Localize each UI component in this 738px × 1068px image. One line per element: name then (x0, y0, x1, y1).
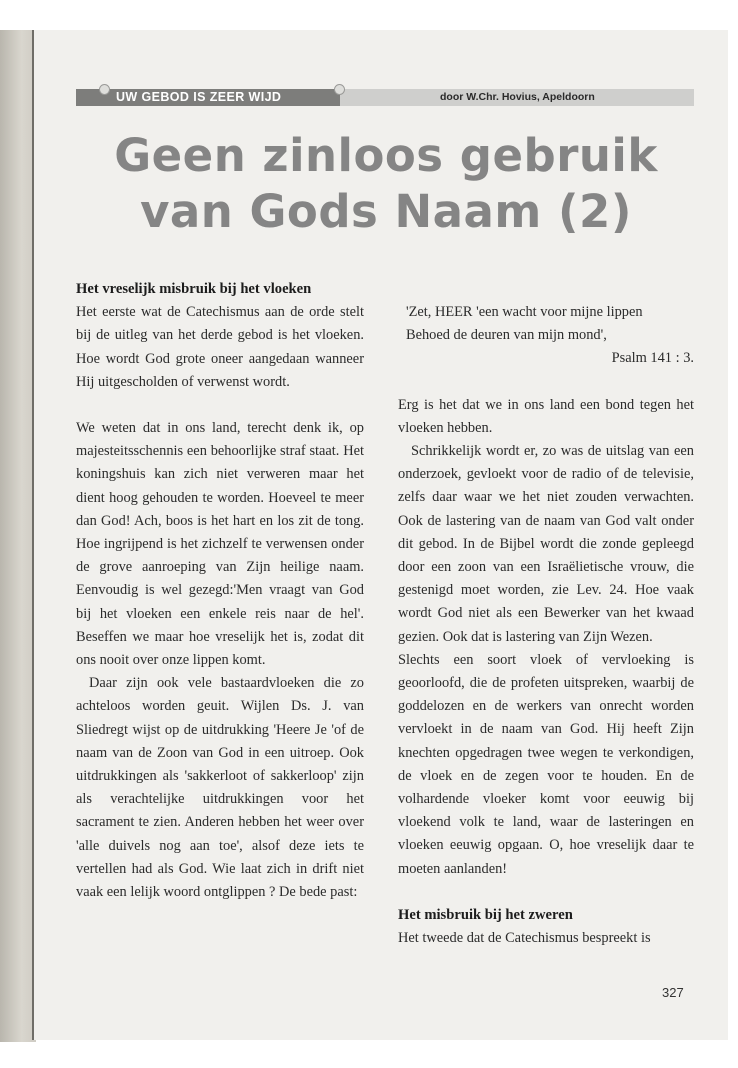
section-heading-cursing: Het vreselijk misbruik bij het vloeken (76, 281, 312, 297)
paragraph: Het eerste wat de Catechismus aan de orde stelt bij de uitleg van het derde gebod is het vloeken. Hoe wordt God grote oneer aangedaan wanneer Hij uitgescholden of verwenst wordt. (76, 304, 364, 390)
article-title (76, 128, 696, 240)
paragraph: Schrikkelijk wordt er, zo was de uitslag van een onderzoek, gevloekt voor de radio of de televisie, zelfs daar waar we het niet zouden verwachten. Ook de lastering van de naam van God valt onder dit gebod. In de Bijbel wordt die zonde gepleegd door een zoon van een Israëlietische vrouw, die gestenigd moet worden, zie Lev. 24. Hoe vaak wordt God niet als een Bewerker van het kwaad gezien. Ook dat is lastering van Zijn Wezen. (398, 443, 694, 645)
band-dot-left (99, 84, 110, 95)
title-line-2: van Gods Naam (2) (140, 185, 632, 238)
left-column (76, 278, 364, 904)
paragraph: Erg is het dat we in ons land een bond tegen het vloeken hebben. (398, 396, 694, 436)
book-spine-shadow (0, 30, 36, 1042)
section-heading-swearing: Het misbruik bij het zweren (398, 906, 573, 923)
paragraph: Daar zijn ook vele bastaardvloeken die zo achteloos worden geuit. Wijlen Ds. J. van Sliedregt wijst op de uitdrukking 'Heere Je 'of de naam van de Zoon van God in een uitroep. Ook uitdrukkingen als 'sakkerloot of sakkerloop' zijn als verachtelijke uitdrukkingen voor het sacrament te zien. Anderen hebben het weer over 'alle duivels nog aan toe', alsof deze iets te vertellen had als God. Wie laat zich in drift niet vaak een lelijk woord ontglippen ? De bede past: (76, 675, 364, 901)
paragraph: We weten dat in ons land, terecht denk ik, op majesteitsschennis een behoorlijke straf staat. Het koningshuis kan zich niet verweren maar het dient hoog gehouden te worden. Hoeveel te meer dan God! Ach, boos is het hart en los zit de tong. Hoe ingrijpend is het zichzelf te verwensen onder de grove aanroeping van Zijn heilige naam. Eenvoudig is wel gezegd:'Men vraagt van God bij het vloeken een enkele reis naar de hel'. Beseffen we maar hoe vreselijk het is, zodat dit ons nooit over onze lippen komt. (76, 420, 364, 669)
right-column (398, 301, 694, 950)
author-byline: door W.Chr. Hovius, Apeldoorn (440, 91, 595, 103)
psalm-quote-line-2: Behoed de deuren van mijn mond', (406, 327, 607, 344)
psalm-reference: Psalm 141 : 3. (611, 350, 694, 367)
title-line-1: Geen zinloos gebruik (114, 129, 658, 182)
paragraph: Het tweede dat de Catechismus bespreekt is (398, 930, 651, 947)
page-number: 327 (662, 985, 684, 1000)
paragraph: Slechts een soort vloek of vervloeking is geoorloofd, die de profeten uitspreken, waarbij de goddelozen en de werkers van onrecht worden vervloekt in de naam van God. Hij heeft Zijn knechten opgedragen twee wegen te verkondigen, de vloek en de zegen voor te houden. En de volhardende vloeker komt voor eeuwig bij vloekend volk te land, waar de lasteringen en vloeken eeuwig opgaan. O, hoe vreselijk daar te moeten aanlanden! (398, 651, 694, 877)
psalm-quote-line-1: 'Zet, HEER 'een wacht voor mijne lippen (406, 304, 643, 320)
section-label: UW GEBOD IS ZEER WIJD (116, 90, 282, 104)
band-dot-right (334, 84, 345, 95)
